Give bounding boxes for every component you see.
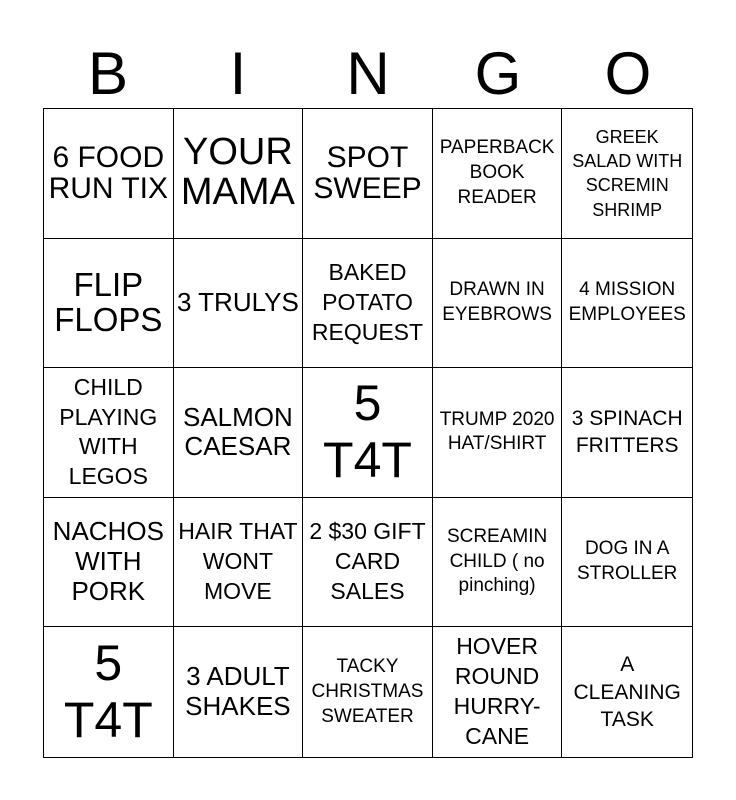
cell-text: A CLEANING TASK (573, 653, 681, 731)
header-letter-o: O (604, 40, 652, 107)
bingo-cell[interactable] (303, 368, 433, 498)
cell-text: SPOT SWEEP (313, 140, 422, 206)
cell-text: HOVER ROUND HURRY-CANE (453, 633, 541, 750)
bingo-cell[interactable] (44, 498, 174, 628)
bingo-cell[interactable] (303, 239, 433, 369)
bingo-cell[interactable] (44, 109, 174, 239)
cell-text: DOG IN A STROLLER (577, 538, 678, 585)
cell-text: YOUR MAMA (180, 131, 295, 214)
cell-text: 3 TRULYS (176, 286, 299, 317)
bingo-cell[interactable] (562, 368, 692, 498)
cell-text: BAKED POTATO REQUEST (311, 259, 424, 345)
bingo-cell[interactable] (44, 627, 174, 757)
cell-text: 5 T4T (63, 634, 153, 749)
header-letter-g: G (474, 40, 522, 107)
bingo-cell[interactable] (44, 239, 174, 369)
bingo-board (43, 108, 693, 758)
bingo-cell[interactable] (433, 627, 563, 757)
header-letter-n: N (346, 40, 390, 107)
bingo-cell[interactable] (433, 239, 563, 369)
bingo-cell[interactable] (174, 498, 304, 628)
cell-text: NACHOS WITH PORK (52, 516, 164, 607)
cell-text: SALMON CAESAR (182, 401, 293, 462)
bingo-cell[interactable] (303, 498, 433, 628)
cell-text: 5 T4T (323, 374, 412, 489)
cell-text: 6 FOOD RUN TIX (48, 140, 169, 206)
header-letter-b: B (87, 40, 129, 107)
bingo-cell[interactable] (44, 368, 174, 498)
bingo-cell[interactable] (174, 368, 304, 498)
bingo-cell[interactable] (562, 627, 692, 757)
bingo-cell[interactable] (562, 109, 692, 239)
bingo-header (43, 40, 693, 108)
cell-text: FLIP FLOPS (54, 266, 163, 338)
bingo-cell[interactable] (174, 109, 304, 239)
cell-text: GREEK SALAD WITH SCREMIN SHRIMP (572, 126, 683, 220)
bingo-cell[interactable] (303, 109, 433, 239)
cell-text: DRAWN IN EYEBROWS (442, 279, 552, 325)
header-letter-i: I (229, 40, 247, 107)
bingo-cell[interactable] (562, 498, 692, 628)
bingo-cell[interactable] (433, 368, 563, 498)
bingo-cell[interactable] (174, 627, 304, 757)
cell-text: 3 SPINACH FRITTERS (571, 407, 683, 458)
cell-text: HAIR THAT WONT MOVE (178, 518, 298, 605)
cell-text: PAPERBACK BOOK READER (439, 137, 555, 208)
bingo-cell[interactable] (562, 239, 692, 369)
cell-text: 2 $30 GIFT CARD SALES (309, 518, 426, 605)
cell-text: TACKY CHRISTMAS SWEATER (311, 656, 424, 727)
cell-text: SCREAMIN CHILD ( no pinching) (446, 526, 548, 597)
bingo-cell[interactable] (303, 627, 433, 757)
bingo-cell[interactable] (174, 239, 304, 369)
cell-text: 3 ADULT SHAKES (185, 661, 291, 722)
cell-text: TRUMP 2020 HAT/SHIRT (439, 408, 555, 455)
bingo-cell[interactable] (433, 109, 563, 239)
cell-text: CHILD PLAYING WITH LEGOS (59, 373, 158, 490)
cell-text: 4 MISSION EMPLOYEES (568, 279, 686, 325)
bingo-cell[interactable] (433, 498, 563, 628)
